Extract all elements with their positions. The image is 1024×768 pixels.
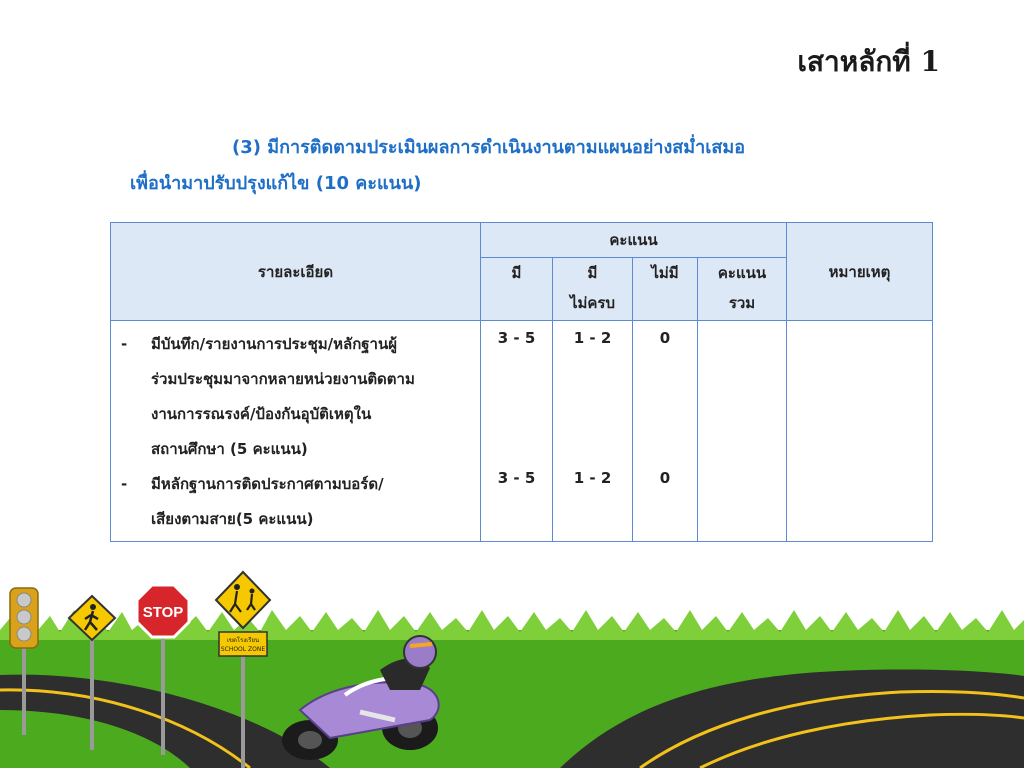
header-remark: หมายเหตุ: [787, 223, 933, 321]
header-have: มี: [481, 258, 553, 321]
header-total-line1: คะแนน: [717, 264, 767, 282]
header-partial-line2: ไม่ครบ: [569, 294, 616, 312]
detail-line: ร่วมประชุมมาจากหลายหน่วยงานติดตาม: [151, 370, 415, 388]
have-cell: [481, 321, 553, 542]
slide-subtitle-line1: (3) มีการติดตามประเมินผลการดำเนินงานตามแผนอย่างสม่ำเสมอ: [232, 137, 746, 158]
score-table: [110, 222, 933, 542]
header-total: [698, 258, 787, 321]
detail-line: เสียงตามสาย(5 คะแนน): [151, 510, 314, 528]
header-none: ไม่มี: [633, 258, 698, 321]
slide-subtitle-line2: เพื่อนำมาปรับปรุงแก้ไข (10 คะแนน): [130, 173, 422, 194]
detail-cell: [111, 321, 481, 542]
stop-sign-text: STOP: [142, 604, 184, 621]
score-value: 3 - 5: [497, 469, 536, 487]
score-value: 1 - 2: [573, 469, 612, 487]
slide-title: เสาหลักที่ 1: [797, 45, 940, 78]
header-total-line2: รวม: [728, 294, 756, 312]
detail-line: สถานศึกษา (5 คะแนน): [151, 440, 308, 458]
score-value: 0: [659, 329, 671, 347]
header-detail: รายละเอียด: [111, 223, 481, 321]
score-value: 1 - 2: [573, 329, 612, 347]
header-score: คะแนน: [481, 223, 787, 258]
detail-line: - มีหลักฐานการติดประกาศตามบอร์ด/: [151, 475, 384, 493]
table-row: [111, 321, 933, 542]
partial-cell: [553, 321, 633, 542]
school-zone-text-th: เขตโรงเรียน: [226, 637, 260, 644]
list-item: [119, 467, 472, 537]
school-zone-text-en: SCHOOL ZONE: [220, 646, 266, 653]
none-cell: [633, 321, 698, 542]
list-item: [119, 327, 472, 467]
score-value: 0: [659, 469, 671, 487]
detail-line: - มีบันทึก/รายงานการประชุม/หลักฐานผู้: [151, 335, 398, 353]
detail-line: งานการรณรงค์/ป้องกันอุบัติเหตุใน: [151, 405, 372, 423]
total-cell: [698, 321, 787, 542]
header-partial: [553, 258, 633, 321]
road-scene: [0, 560, 1024, 768]
score-value: 3 - 5: [497, 329, 536, 347]
remark-cell: [787, 321, 933, 542]
header-partial-line1: มี: [587, 264, 598, 282]
